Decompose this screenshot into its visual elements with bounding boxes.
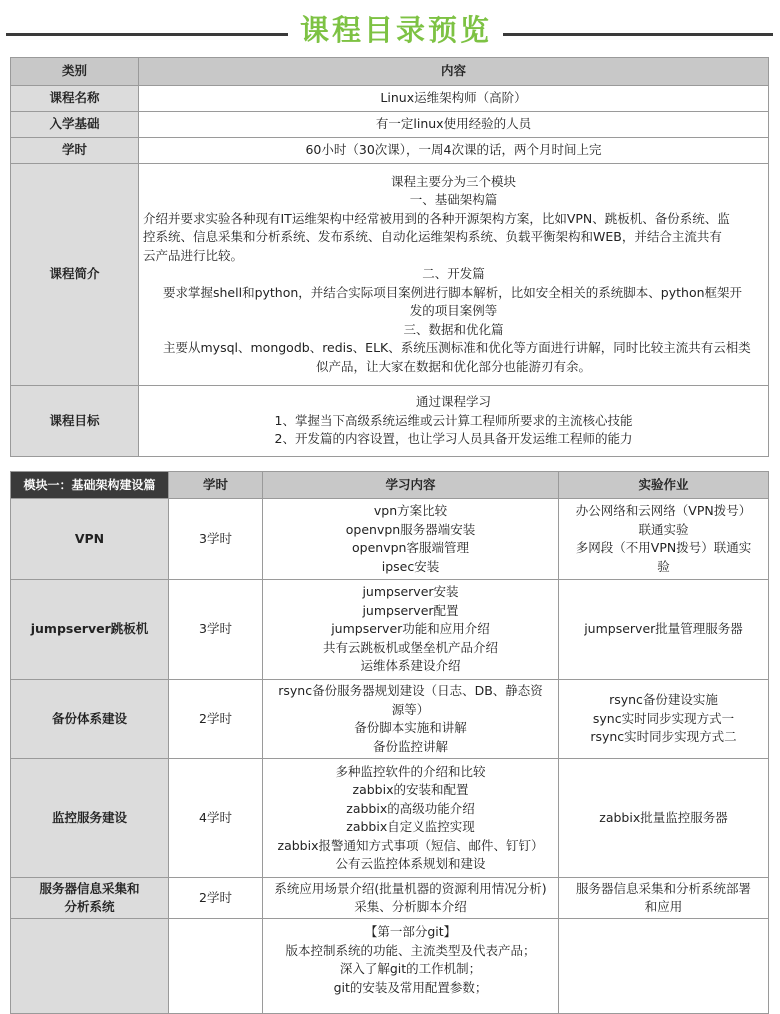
course-name-value: Linux运维架构师（高阶） xyxy=(139,86,769,112)
course-name-row xyxy=(11,86,769,112)
topic-hours: 2学时 xyxy=(169,878,263,919)
topic-hours: 3学时 xyxy=(169,580,263,680)
topic-name-line: 分析系统 xyxy=(64,899,115,914)
topic-content xyxy=(263,919,559,1014)
intro-line: 要求掌握shell和python，并结合实际项目案例进行脚本解析，比如安全相关的系统脚本、python框架开 xyxy=(163,284,743,300)
lab-line: 联通实验 xyxy=(638,521,689,537)
content-line: zabbix自定义监控实现 xyxy=(346,819,475,834)
topic-git xyxy=(11,919,169,1014)
content-line: ipsec安装 xyxy=(381,558,440,574)
lab-line: rsync备份建设实施 xyxy=(609,692,718,708)
overview-header-row xyxy=(11,58,769,86)
content-line: zabbix的安装和配置 xyxy=(352,782,469,797)
topic-lab xyxy=(559,580,769,680)
topic-info-collection xyxy=(11,878,169,919)
class-hours-row xyxy=(11,138,769,164)
content-line: 采集、分析脚本介绍 xyxy=(354,899,467,914)
topic-monitoring: 监控服务建设 xyxy=(11,759,169,878)
content-line: 备份监控讲解 xyxy=(372,738,448,754)
course-goal-label: 课程目标 xyxy=(11,386,139,457)
topic-content xyxy=(263,759,559,878)
course-overview-table xyxy=(10,57,769,457)
course-intro-value xyxy=(139,164,769,386)
content-line: jumpserver配置 xyxy=(362,602,459,618)
lab-line: 多网段（不用VPN拨号）联通实 xyxy=(575,540,752,555)
table-row xyxy=(11,759,769,878)
intro-line: 课程主要分为三个模块 xyxy=(390,173,516,189)
content-line: 运维体系建设介绍 xyxy=(360,658,461,674)
title-rule-right xyxy=(503,33,773,36)
class-hours-label: 学时 xyxy=(11,138,139,164)
goal-line: 通过课程学习 xyxy=(415,394,491,410)
entry-basis-label: 入学基础 xyxy=(11,112,139,138)
intro-line: 发的项目案例等 xyxy=(409,303,498,319)
table-row xyxy=(11,680,769,759)
lab-line: rsync实时同步实现方式二 xyxy=(590,729,737,745)
intro-line: 似产品，让大家在数据和优化部分也能游刃有余。 xyxy=(315,358,591,374)
content-line: 源等） xyxy=(391,701,430,717)
lab-line: 和应用 xyxy=(644,899,683,914)
course-goal-row xyxy=(11,386,769,457)
content-line: 共有云跳板机或堡垒机产品介绍 xyxy=(322,639,498,655)
course-name-label: 课程名称 xyxy=(11,86,139,112)
lab-line: zabbix批量监控服务器 xyxy=(599,809,728,825)
topic-backup: 备份体系建设 xyxy=(11,680,169,759)
goal-line: 2、开发篇的内容设置，也让学习人员具备开发运维工程师的能力 xyxy=(274,431,633,447)
header-content: 内容 xyxy=(139,58,769,86)
lab-line: 办公网络和云网络（VPN拨号） xyxy=(575,503,752,518)
lab-line: 服务器信息采集和分析系统部署 xyxy=(575,880,751,896)
topic-hours: 4学时 xyxy=(169,759,263,878)
topic-hours xyxy=(169,919,263,1014)
lab-line: sync实时同步实现方式一 xyxy=(592,710,735,726)
module1-title: 模块一：基础架构建设篇 xyxy=(11,472,169,499)
content-line: 多种监控软件的介绍和比较 xyxy=(335,763,486,779)
intro-line: 介绍并要求实验各种现有IT运维架构中经常被用到的各种开源架构方案，比如VPN、跳板机、备份系统、监 xyxy=(143,210,730,226)
topic-content xyxy=(263,499,559,580)
course-intro-label: 课程简介 xyxy=(11,164,139,386)
content-line: rsync备份服务器规划建设（日志、DB、静态资 xyxy=(278,683,543,698)
topic-lab xyxy=(559,759,769,878)
module1-table xyxy=(10,471,769,1014)
module1-header-row xyxy=(11,472,769,499)
goal-line: 1、掌握当下高级系统运维或云计算工程师所要求的主流核心技能 xyxy=(274,412,633,428)
header-learning-content: 学习内容 xyxy=(263,472,559,499)
content-line: 版本控制系统的功能、主流类型及代表产品； xyxy=(285,942,536,958)
topic-content xyxy=(263,878,559,919)
page-title: 课程目录预览 xyxy=(299,13,492,47)
content-line: 公有云监控体系规划和建设 xyxy=(335,856,486,871)
content-line: 系统应用场景介绍(批量机器的资源利用情况分析) xyxy=(274,880,547,896)
content-line: 深入了解git的工作机制； xyxy=(339,961,482,976)
content-line: zabbix报警通知方式事项（短信、邮件、钉钉） xyxy=(277,837,544,853)
content-line: jumpserver安装 xyxy=(362,584,459,600)
topic-hours: 3学时 xyxy=(169,499,263,580)
content-line: openvpn服务器端安装 xyxy=(345,521,476,537)
lab-line: 验 xyxy=(657,558,670,574)
table-row xyxy=(11,580,769,680)
topic-content xyxy=(263,680,559,759)
topic-lab xyxy=(559,680,769,759)
title-bar xyxy=(0,0,780,50)
course-goal-value xyxy=(139,386,769,457)
table-row xyxy=(11,919,769,1014)
content-line: 【第一部分git】 xyxy=(364,924,457,939)
topic-hours: 2学时 xyxy=(169,680,263,759)
topic-vpn: VPN xyxy=(11,499,169,580)
table-row xyxy=(11,878,769,919)
intro-line: 一、基础架构篇 xyxy=(409,192,498,208)
content-line: jumpserver功能和应用介绍 xyxy=(331,621,490,637)
entry-basis-row xyxy=(11,112,769,138)
content-line: openvpn客服端管理 xyxy=(352,540,469,555)
intro-line: 主要从mysql、mongodb、redis、ELK、系统压测标准和优化等方面进行讲解，同时比较主流共有云相类 xyxy=(163,340,751,356)
lab-line: jumpserver批量管理服务器 xyxy=(584,621,743,637)
intro-line: 二、开发篇 xyxy=(422,266,485,282)
intro-line: 控系统、信息采集和分析系统、发布系统、自动化运维架构系统、负载平衡架构和WEB，并结合主流共有 xyxy=(143,229,722,245)
header-lab-work: 实验作业 xyxy=(559,472,769,499)
topic-jumpserver: jumpserver跳板机 xyxy=(11,580,169,680)
header-hours: 学时 xyxy=(169,472,263,499)
topic-lab xyxy=(559,499,769,580)
entry-basis-value: 有一定linux使用经验的人员 xyxy=(139,112,769,138)
intro-line: 云产品进行比较。 xyxy=(143,247,244,263)
intro-line: 三、数据和优化篇 xyxy=(403,321,504,337)
content-line: zabbix的高级功能介绍 xyxy=(346,800,475,816)
course-intro-row xyxy=(11,164,769,386)
title-rule-left xyxy=(6,33,288,36)
content-line: git的安装及常用配置参数； xyxy=(333,979,488,995)
content-line: vpn方案比较 xyxy=(373,503,448,518)
topic-content xyxy=(263,580,559,680)
table-row xyxy=(11,499,769,580)
topic-lab xyxy=(559,919,769,1014)
class-hours-value: 60小时（30次课），一周4次课的话，两个月时间上完 xyxy=(139,138,769,164)
header-category: 类别 xyxy=(11,58,139,86)
topic-name-line: 服务器信息采集和 xyxy=(39,880,140,896)
content-line: 备份脚本实施和讲解 xyxy=(354,720,467,735)
topic-lab xyxy=(559,878,769,919)
